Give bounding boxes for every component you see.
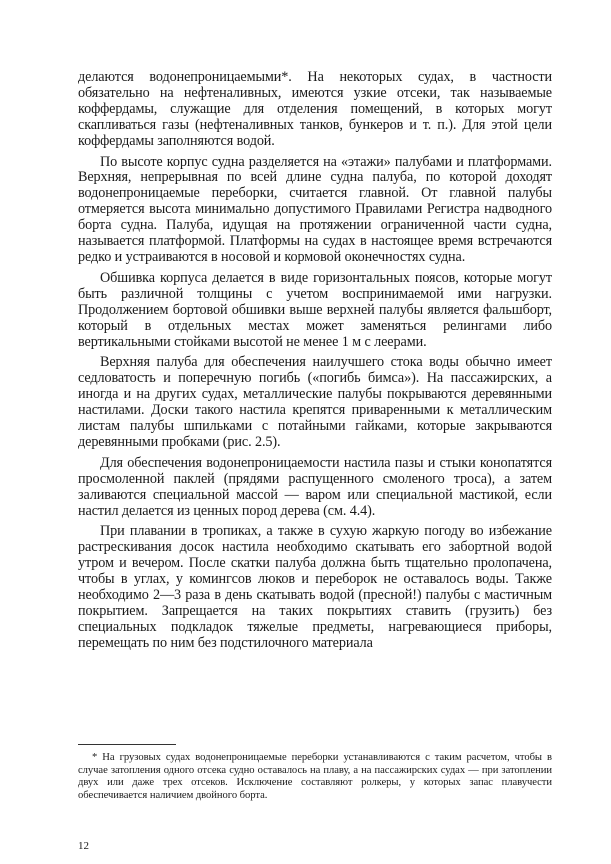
page-body — [78, 70, 552, 657]
paragraph-3: Обшивка корпуса делается в виде горизонтальных поясов, которые могут быть различной толщины с учетом воспринимаемой ими нагрузки. Продолжением бортовой обшивки выше верхней палубы является фальшборт, который в отдельных местах может заменяться релингами либо вертикальными стойками высотой не менее 1 м с леерами. — [78, 269, 552, 350]
page-number: 12 — [78, 840, 89, 852]
paragraph-4: Верхняя палуба для обеспечения наилучшего стока воды обычно имеет седловатость и поперечную погибь («погибь бимса»). На пассажирских, а иногда и на других судах, металлические палубы покрываются деревянными настилами. Доски такого настила крепятся приваренными к металлическим листам палубы шпильками с потайными гайками, которые закрываются деревянными пробками (рис. 2.5). — [78, 354, 552, 450]
paragraph-6: При плавании в тропиках, а также в сухую жаркую погоду во избежание растрескивания досок настила необходимо скатывать его забортной водой утром и вечером. После скатки палуба должна быть тщательно пролопачена, чтобы в углах, у комингсов люков и переборок не оставалось воды. Также необходимо 2—3 раза в день скатывать водой (пресной!) палубы с мастичным покрытием. Запрещается на таких покрытиях ставить (грузить) без специальных подкладок тяжелые предметы, нагревающиеся приборы, перемещать по ним без подстилочного материала — [78, 523, 552, 651]
paragraph-1: делаются водонепроницаемыми*. На некоторых судах, в частности обязательно на нефтеналивных, имеются узкие отсеки, так называемые коффердамы, служащие для отделения помещений, в которых могут скапливаться газы (нефтеналивных танков, бункеров и т. п.). Для этой цели коффердамы заполняются водой. — [78, 69, 552, 149]
footnote: * На грузовых судах водонепроницаемые переборки устанавливаются с таким расчетом, чтобы в случае затопления одного отсека судно оставалось на плаву, а на пассажирских судах — при затоплении двух или даже трех отсеков. Исключение составляют ролкеры, у которых запас плавучести обеспечивается наличием двойного борта. — [78, 752, 552, 801]
paragraph-2: По высоте корпус судна разделяется на «этажи» палубами и платформами. Верхняя, непрерывная по всей длине судна палуба, по которой доходят водонепроницаемые переборки, считается главной. От главной палубы отмеряется высота минимально допустимого Правилами Регистра надводного борта судна. Палуба, идущая на протяжении ограниченной части судна, называется платформой. Платформы на судах в настоящее время встречаются редко и устраиваются в носовой и кормовой оконечностях судна. — [78, 153, 552, 265]
paragraph-5: Для обеспечения водонепроницаемости настила пазы и стыки конопатятся просмоленной паклей (прядями распущенного смоленого троса), а затем заливаются специальной массой — варом или специальной мастикой, если настил делается из ценных пород дерева (см. 4.4). — [78, 454, 552, 519]
footnote-divider — [78, 744, 176, 745]
